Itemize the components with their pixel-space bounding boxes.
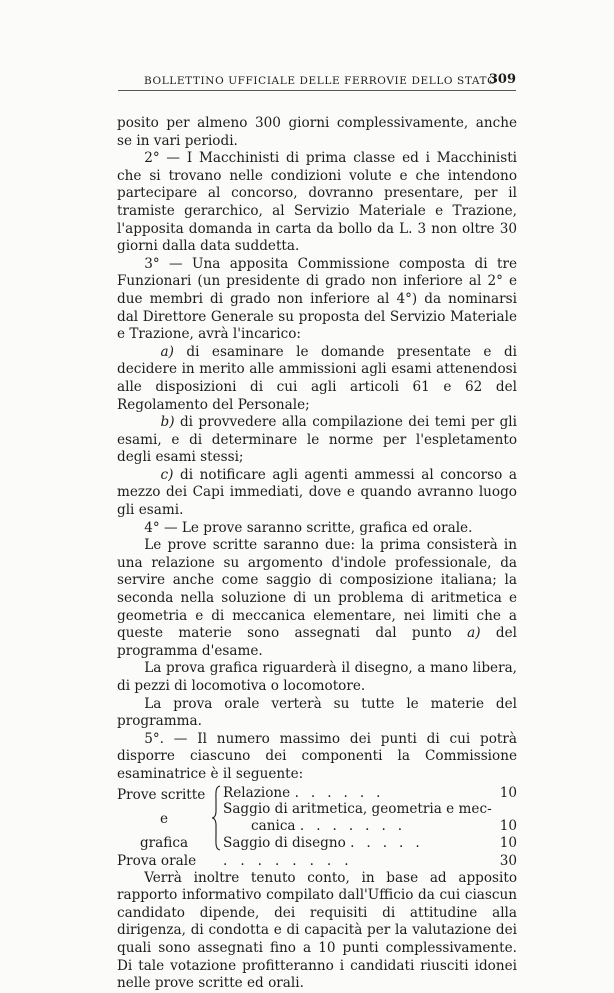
score-label: Prova orale	[117, 852, 197, 869]
item-c-text: di notificare agli agenti ammessi al concorso a mezzo dei Capi immediati, dove e quando avranno luogo gli esami.	[117, 466, 517, 519]
score-row-aritmetica	[223, 801, 517, 818]
paragraph-continuation: posito per almeno 300 giorni complessivamente, anche se in vari periodi.	[117, 115, 517, 149]
body-text	[117, 115, 517, 993]
score-points: 10	[499, 818, 517, 835]
item-marker-c: c)	[160, 466, 174, 483]
score-label: Relazione	[223, 784, 291, 801]
item-marker-a: a)	[160, 343, 174, 360]
score-points: 10	[499, 784, 517, 801]
score-items	[221, 785, 517, 852]
paragraph-final: Verrà inoltre tenuto conto, in base ad apposito rapporto informativo compilato dall'Ufficio da cui ciascun candidato dipende, dei requisiti di attitudine alla dirigenza, di condotta e di capacità per la valutazione dei quali sono assegnati fino a 10 punti complessivamente. Di tale votazione profitteranno i candidati riusciti idonei nelle prove scritte ed orali.	[117, 869, 517, 992]
score-points: 10	[499, 834, 517, 851]
written-text-suffix: del programma d'esame.	[117, 625, 518, 659]
score-group-label-line-1: Prove scritte	[117, 786, 206, 803]
leader-dots: .......	[299, 818, 415, 835]
score-group-label	[117, 785, 211, 852]
paragraph-graphic: La prova grafica riguarderà il disegno, a mano libera, di pezzi di locomotiva o locomotore.	[117, 660, 517, 694]
score-row-disegno	[223, 835, 517, 852]
paragraph-5: 5°. — Il numero massimo dei punti di cui potrà disporre ciascuno dei componenti la Commissione esaminatrice è il seguente:	[117, 730, 517, 782]
brace-icon	[211, 785, 221, 852]
paragraph-3c	[117, 467, 517, 520]
score-table	[117, 785, 517, 870]
paragraph-oral: La prova orale verterà su tutte le materie del programma.	[117, 695, 517, 730]
item-b-text: di provvedere alla compilazione dei temi per gli esami, e di determinare le norme per l'espletamento degli esami stessi;	[117, 414, 517, 466]
paragraph-3a	[117, 344, 517, 414]
paragraph-2: 2° — I Macchinisti di prima classe ed i Macchinisti che si trovano nelle condizioni volute e che intendono partecipare al concorso, dovranno presentare, per il tramiste gerarchico, al Servizio Materiale e Trazione, l'apposita domanda in carta da bollo da L. 3 non oltre 30 giorni dalla data suddetta.	[117, 150, 517, 255]
page-header	[118, 68, 516, 91]
paragraph-4-written	[117, 537, 517, 660]
score-label: canica	[251, 818, 296, 835]
score-row-orale	[117, 853, 517, 870]
score-label: Saggio di aritmetica, geometria e mec-	[223, 801, 492, 818]
paragraph-4: 4° — Le prove saranno scritte, grafica ed orale.	[144, 519, 473, 536]
score-points: 30	[499, 852, 517, 869]
paragraph-3b	[117, 414, 517, 467]
paragraph-3: 3° — Una apposita Commissione composta di tre Funzionari (un presidente di grado non inferiore al 2° e due membri di grado non inferiore al 4°) da nominarsi dal Direttore Generale su proposta del Servizio Materiale e Trazione, avrà l'incarico:	[117, 255, 517, 343]
leader-dots: ........	[223, 852, 362, 869]
score-group-label-line-3: grafica	[139, 834, 189, 851]
leader-dots: .....	[350, 834, 432, 851]
score-group-label-line-2: e	[159, 810, 169, 827]
score-row-relazione	[223, 785, 517, 802]
score-label: Saggio di disegno	[223, 834, 346, 851]
header-title: BOLLETTINO UFFICIALE DELLE FERROVIE DELLO STATO	[144, 75, 497, 87]
score-row-aritmetica-cont	[223, 818, 517, 835]
written-text-prefix: Le prove scritte saranno due: la prima consisterà in una relazione su argomento d'indole professionale, da servire anche come saggio di composizione italiana; la seconda nella soluzione di un problema di aritmetica e geometria e di meccanica elementare, nei limiti che a queste materie sono assegnati dal punto	[117, 537, 517, 642]
item-marker-b: b)	[160, 414, 175, 431]
item-a-text: di esaminare le domande presentate e di decidere in merito alle ammissioni agli esami attenendosi alle disposizioni di cui agli articoli 61 e 62 del Regolamento del Personale;	[117, 343, 517, 413]
item-marker-a-ref: a)	[467, 625, 481, 642]
leader-dots: ......	[294, 784, 393, 801]
page-number: 309	[488, 72, 516, 87]
